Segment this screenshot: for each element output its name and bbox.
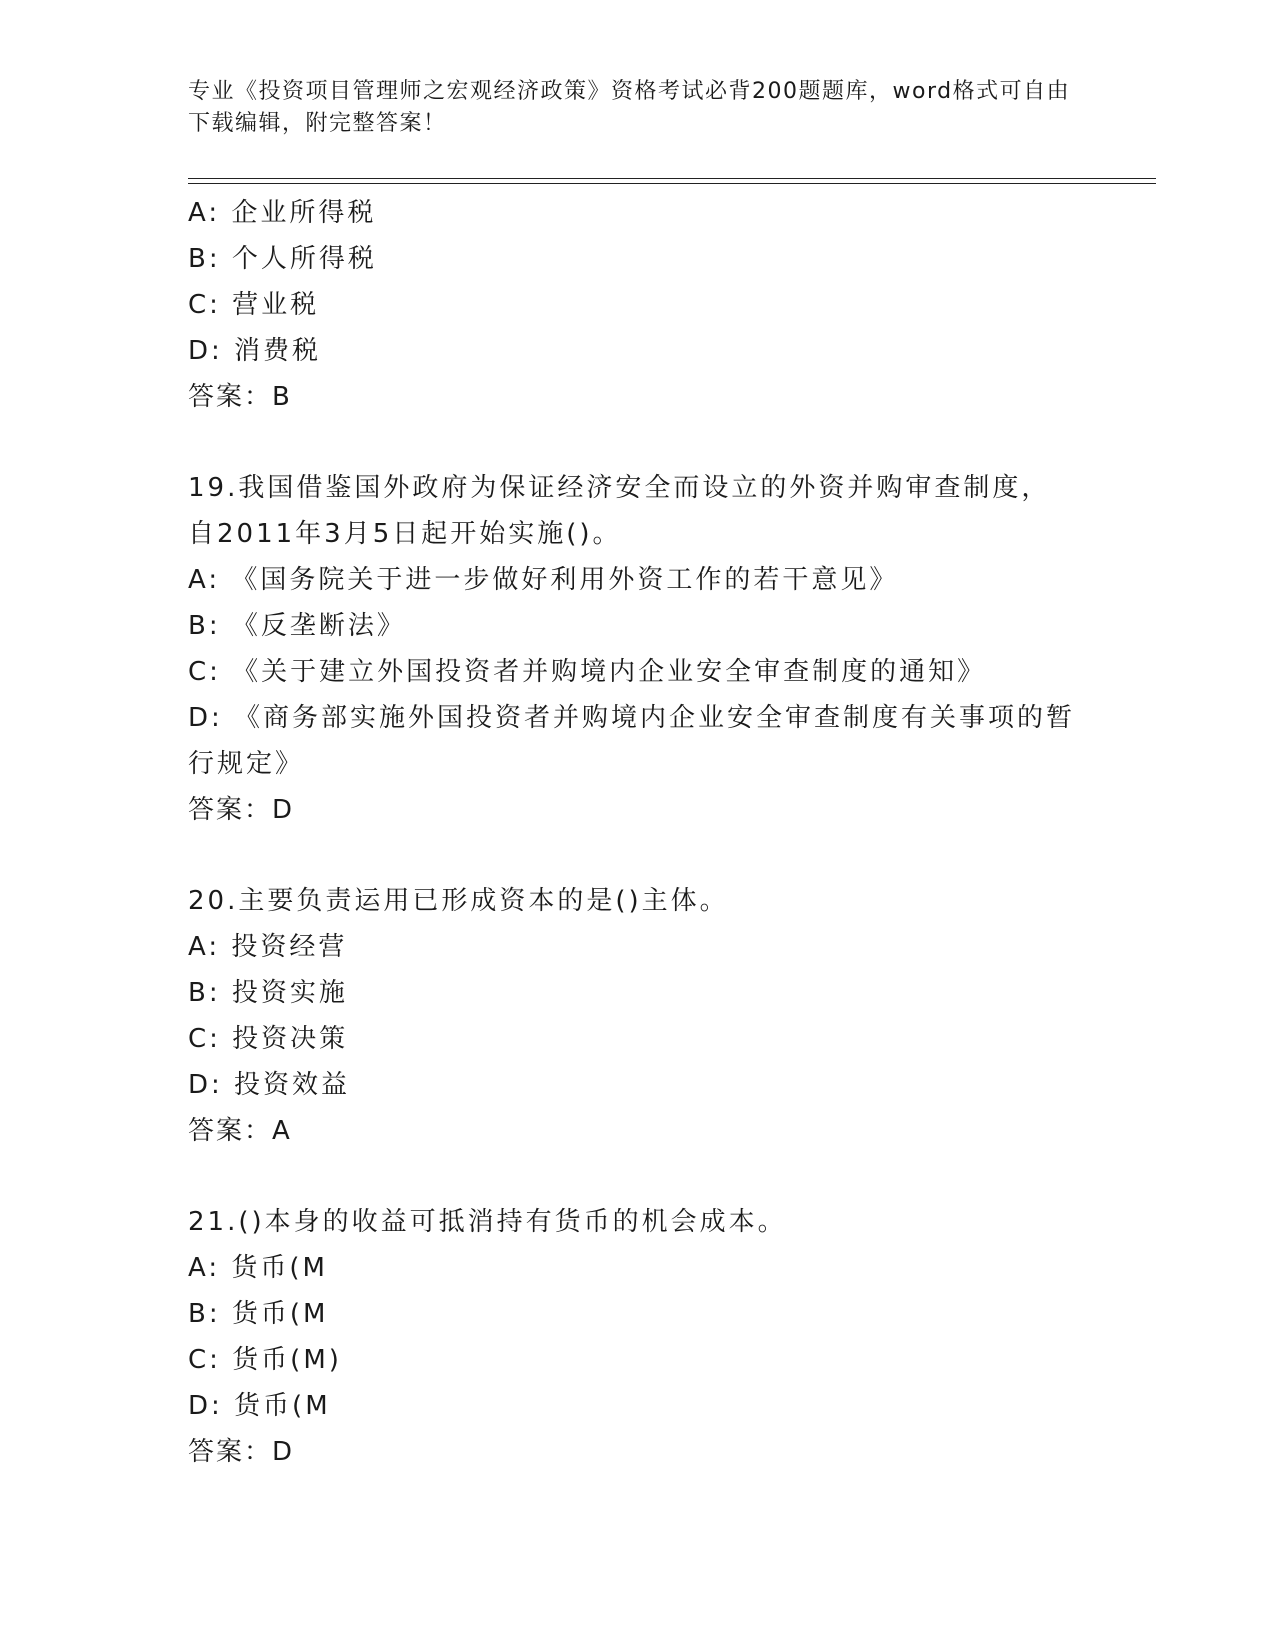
option-d: D: 货币(M [188,1391,331,1421]
option-c: C: 投资决策 [188,1024,349,1054]
header-divider-top [188,178,1156,179]
option-b: B: 个人所得税 [188,244,377,274]
question-21 [188,1199,1078,1475]
option-b: B: 投资实施 [188,978,348,1008]
option-c: C: 营业税 [188,290,320,320]
answer: 答案：D [188,1437,295,1467]
option-d: D: 《商务部实施外国投资者并购境内企业安全审查制度有关事项的暂行规定》 [188,703,1076,779]
question-20 [188,878,1078,1154]
answer: 答案：A [188,1116,292,1146]
option-a: A: 《国务院关于进一步做好利用外资工作的若干意见》 [188,565,899,595]
option-c: C: 货币(M) [188,1345,342,1375]
option-a: A: 货币(M [188,1253,328,1283]
document-header: 专业《投资项目管理师之宏观经济政策》资格考试必背200题题库，word格式可自由下载编辑，附完整答案！ [188,79,1071,136]
answer: 答案：B [188,382,292,412]
header-divider-bottom [188,183,1156,184]
option-a: A: 投资经营 [188,932,348,962]
answer: 答案：D [188,795,295,825]
question-stem: 20.主要负责运用已形成资本的是()主体。 [188,886,729,916]
question-19 [188,465,1078,833]
option-d: D: 投资效益 [188,1070,351,1100]
question-list [188,190,1078,1475]
question-stem: 21.()本身的收益可抵消持有货币的机会成本。 [188,1207,787,1237]
option-b: B: 《反垄断法》 [188,611,406,641]
question-18-partial [188,190,1078,420]
option-a: A: 企业所得税 [188,198,377,228]
question-stem: 19.我国借鉴国外政府为保证经济安全而设立的外资并购审查制度，自2011年3月5日起开始实施()。 [188,473,1051,549]
option-d: D: 消费税 [188,336,322,366]
option-b: B: 货币(M [188,1299,329,1329]
option-c: C: 《关于建立外国投资者并购境内企业安全审查制度的通知》 [188,657,987,687]
